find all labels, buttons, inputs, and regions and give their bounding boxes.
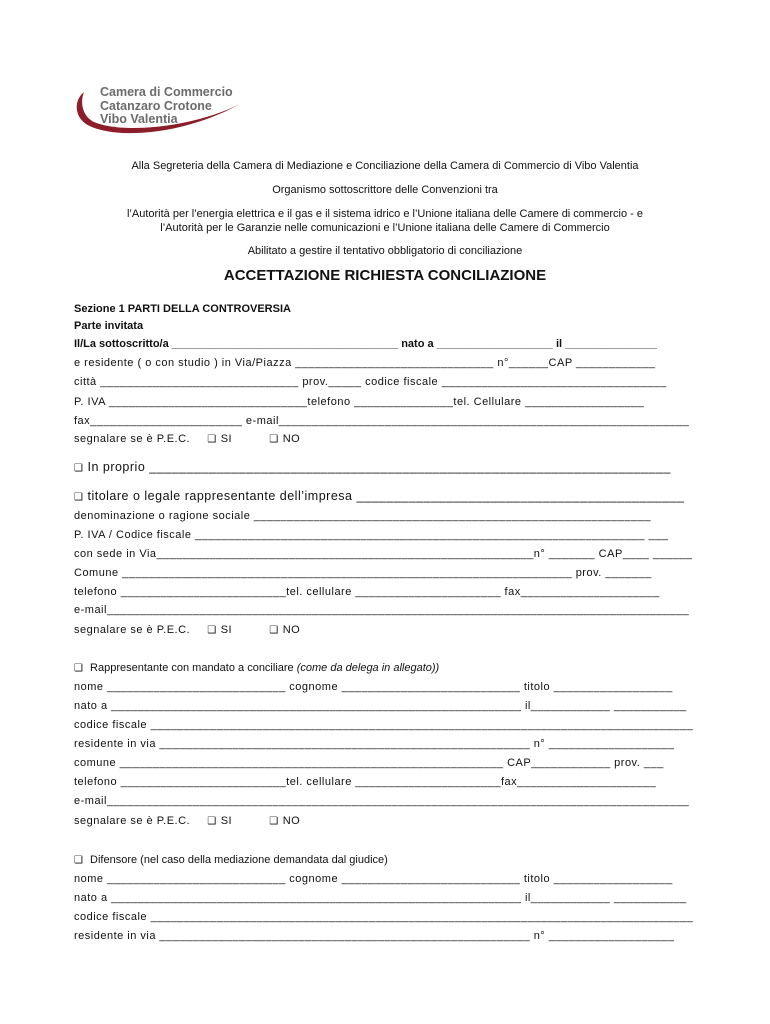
field-telefono[interactable]: telefono _________________________tel. cellulare ______________________fax_____________________ [74,776,657,788]
pec-label: segnalare se è P.E.C. [74,815,191,827]
section-heading: Sezione 1 PARTI DELLA CONTROVERSIA [74,303,291,315]
logo-line-3: Vibo Valentia [100,112,178,126]
field-piva-cf[interactable]: P. IVA / Codice fiscale ____________________________________________________________________ ___ [74,529,669,541]
pec-label: segnalare se è P.E.C. [74,433,191,445]
section-subheading: Parte invitata [74,320,144,332]
checkbox-icon[interactable]: ❑ [74,855,83,866]
in-proprio-row [74,460,696,474]
pec-label: segnalare se è P.E.C. [74,624,191,636]
checkbox-icon[interactable]: ❑ [269,625,279,636]
field-email[interactable]: e-mail________________________________________________________________________________________ [74,604,690,616]
checkbox-icon[interactable]: ❑ [269,816,279,827]
field-residente[interactable]: residente in via ________________________________________________________ n° ___________________ [74,738,675,750]
titolare-label[interactable]: titolare o legale rappresentante dell’impresa ____________________________________________ [87,489,685,503]
field-citta[interactable]: città ______________________________ prov._____ codice fiscale __________________________________ [74,376,667,388]
titolare-row [74,489,696,503]
checkbox-icon[interactable]: ❑ [207,625,217,636]
page-title: ACCETTAZIONE RICHIESTA CONCILIAZIONE [223,267,547,284]
checkbox-icon[interactable]: ❑ [74,663,83,674]
pec-row [74,624,696,636]
field-nato[interactable]: nato a ______________________________________________________________ il____________ ___________ [74,892,687,904]
field-piva[interactable]: P. IVA ______________________________telefono _______________tel. Cellulare __________________ [74,396,645,408]
field-comune[interactable]: Comune ____________________________________________________________________ prov. _______ [74,567,652,579]
field-denominazione[interactable]: denominazione o ragione sociale ____________________________________________________________ [74,510,651,522]
option-no: NO [282,815,301,827]
rappresentante-row [74,662,696,674]
header-line-2: Organismo sottoscrittore delle Convenzioni tra [272,184,498,196]
field-fax-email[interactable]: fax_______________________ e-mail______________________________________________________________ [74,415,690,427]
option-si: SI [220,433,233,445]
field-codice-fiscale[interactable]: codice fiscale __________________________________________________________________________________ [74,719,694,731]
rappresentante-label[interactable]: Rappresentante con mandato a conciliare [90,662,294,674]
header-line-5: Abilitato a gestire il tentativo obbligatorio di conciliazione [247,245,523,257]
field-nome[interactable]: nome ___________________________ cognome ___________________________ titolo __________________ [74,873,673,885]
logo-line-2: Catanzaro Crotone [100,98,212,113]
logo-text [100,86,233,127]
field-telefono[interactable]: telefono _________________________tel. cellulare ______________________ fax_____________________ [74,586,660,598]
field-residente[interactable]: residente in via ________________________________________________________ n° ___________________ [74,930,675,942]
checkbox-icon[interactable]: ❑ [207,434,217,445]
in-proprio-label[interactable]: In proprio ______________________________________________________________________ [87,460,671,474]
field-codice-fiscale[interactable]: codice fiscale __________________________________________________________________________________ [74,911,694,923]
header-line-4: l’Autorità per le Garanzie nelle comunicazioni e l’Unione italiana delle Camere di Commercio [160,222,610,234]
checkbox-icon[interactable]: ❑ [207,816,217,827]
field-nome[interactable]: nome ___________________________ cognome ___________________________ titolo __________________ [74,681,673,693]
difensore-row [74,854,696,866]
field-sede[interactable]: con sede in Via_________________________________________________________n° _______ CAP____ ______ [74,548,693,560]
rappresentante-note: (come da delega in allegato)) [296,662,440,674]
pec-row [74,815,696,827]
field-comune[interactable]: comune __________________________________________________________ CAP____________ prov. ___ [74,757,664,769]
difensore-label[interactable]: Difensore (nel caso della mediazione demandata dal giudice) [90,854,388,866]
option-no: NO [282,433,301,445]
field-sottoscritto[interactable]: Il/La sottoscritto/a _____________________________________ nato a ___________________ il _______________ [74,338,657,350]
option-si: SI [220,624,233,636]
checkbox-icon[interactable]: ❑ [269,434,279,445]
pec-row [74,433,696,445]
field-residenza[interactable]: e residente ( o con studio ) in Via/Piazza ______________________________ n°______CAP ____________ [74,357,656,369]
checkbox-icon[interactable]: ❑ [74,492,84,503]
checkbox-icon[interactable]: ❑ [74,463,84,474]
logo-line-1: Camera di Commercio [100,85,233,99]
field-nato[interactable]: nato a ______________________________________________________________ il____________ ___________ [74,700,687,712]
field-email[interactable]: e-mail________________________________________________________________________________________ [74,795,690,807]
header-line-3: l’Autorità per l’energia elettrica e il gas e il sistema idrico e l’Unione italiana delle Camere di commercio - e [126,208,643,220]
option-no: NO [282,624,301,636]
option-si: SI [220,815,233,827]
header-line-1: Alla Segreteria della Camera di Mediazione e Conciliazione della Camera di Commercio di Vibo Valentia [131,160,639,172]
